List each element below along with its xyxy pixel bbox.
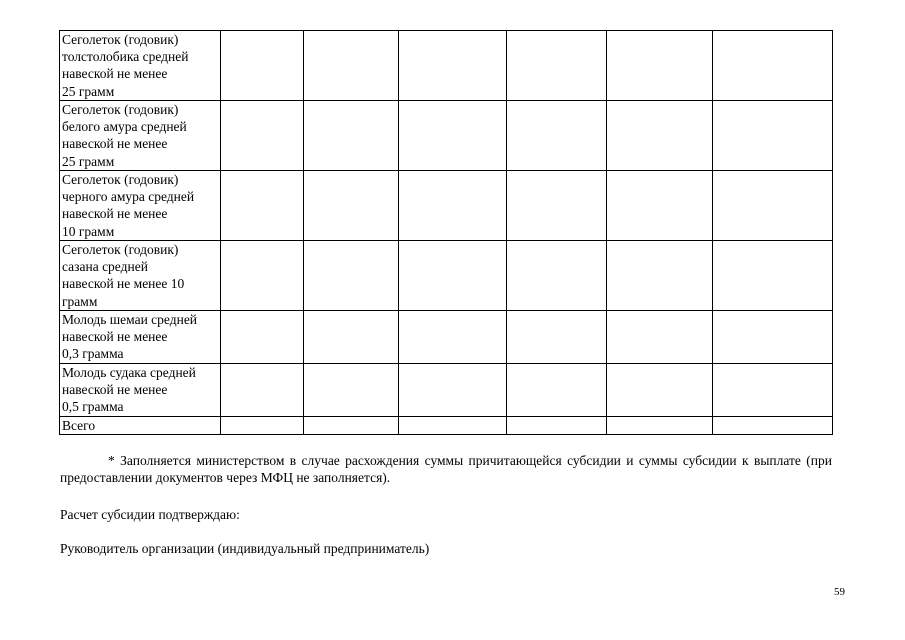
- row-label: Сеголеток (годовик) белого амура средней навеской не менее 25 грамм: [60, 101, 221, 171]
- row-label: Сеголеток (годовик) черного амура средней навеской не менее 10 грамм: [60, 171, 221, 241]
- table-cell: [304, 363, 399, 416]
- table-row: [60, 311, 833, 364]
- table-cell: [507, 101, 607, 171]
- table-cell: [221, 311, 304, 364]
- table-cell: [304, 101, 399, 171]
- table-cell: [713, 416, 833, 434]
- table-cell: [221, 31, 304, 101]
- footnote: * Заполняется министерством в случае расхождения суммы причитающейся субсидии и суммы субсидии к выплате (при предоставлении документов через МФЦ не заполняется).: [60, 453, 832, 486]
- table-cell: [399, 241, 507, 311]
- table-cell: [507, 416, 607, 434]
- table-cell: [399, 311, 507, 364]
- table-cell: [399, 363, 507, 416]
- table-row-total: [60, 416, 833, 434]
- table-row: [60, 241, 833, 311]
- table-cell: [607, 31, 713, 101]
- table-cell: [399, 416, 507, 434]
- table-cell: [304, 416, 399, 434]
- table-cell: [507, 31, 607, 101]
- table-cell: [607, 311, 713, 364]
- table-cell: [507, 241, 607, 311]
- table-cell: [607, 101, 713, 171]
- table-cell: [713, 31, 833, 101]
- table-row: [60, 101, 833, 171]
- table-cell: [399, 101, 507, 171]
- subsidy-table: [59, 30, 833, 435]
- table-cell: [399, 31, 507, 101]
- table-row: [60, 31, 833, 101]
- row-label: Сеголеток (годовик) толстолобика средней навеской не менее 25 грамм: [60, 31, 221, 101]
- page-number: 59: [834, 586, 845, 598]
- head-signature-label: Руководитель организации (индивидуальный предприниматель): [60, 541, 430, 556]
- table-cell: [607, 363, 713, 416]
- row-label: Сеголеток (годовик) сазана средней навеской не менее 10 грамм: [60, 241, 221, 311]
- table-cell: [304, 311, 399, 364]
- table-cell: [713, 363, 833, 416]
- table-row: [60, 171, 833, 241]
- table-cell: [607, 416, 713, 434]
- table-cell: [304, 171, 399, 241]
- table-cell: [713, 311, 833, 364]
- table-cell: [607, 171, 713, 241]
- table-cell: [304, 241, 399, 311]
- table-cell: [507, 171, 607, 241]
- table-cell: [221, 241, 304, 311]
- table-cell: [607, 241, 713, 311]
- table-row: [60, 363, 833, 416]
- table-cell: [221, 416, 304, 434]
- row-label: Молодь судака средней навеской не менее 0,5 грамма: [60, 363, 221, 416]
- table-cell: [221, 101, 304, 171]
- row-label: Молодь шемаи средней навеской не менее 0,3 грамма: [60, 311, 221, 364]
- table-cell: [507, 363, 607, 416]
- confirm-text: Расчет субсидии подтверждаю:: [60, 507, 240, 522]
- table-cell: [507, 311, 607, 364]
- table-cell: [713, 171, 833, 241]
- table-cell: [221, 171, 304, 241]
- total-label: Всего: [60, 416, 221, 434]
- table-cell: [713, 101, 833, 171]
- table-cell: [221, 363, 304, 416]
- table-cell: [713, 241, 833, 311]
- table-cell: [399, 171, 507, 241]
- table-cell: [304, 31, 399, 101]
